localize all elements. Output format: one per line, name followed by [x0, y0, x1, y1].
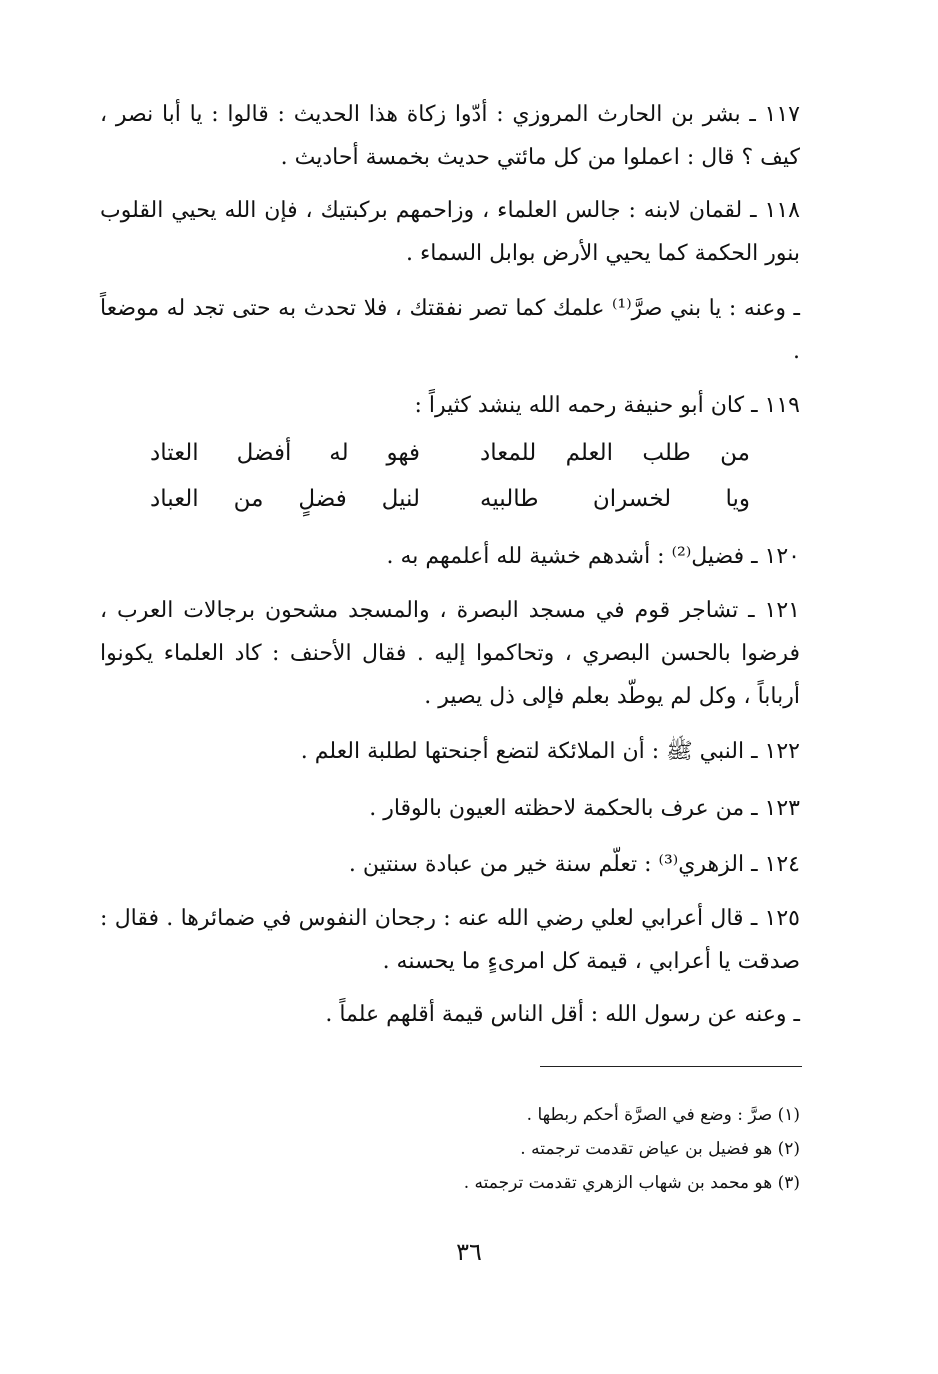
footnote-divider	[540, 1066, 802, 1067]
poem-hemistich: لنيل فضلٍ من العباد	[150, 486, 420, 512]
paragraph-124: ١٢٤ ـ الزهري⁽³⁾ : تعلّم سنة خير من عبادة سنتين .	[348, 852, 800, 877]
paragraph-125: ١٢٥ ـ قال أعرابي لعلي رضي الله عنه : رجحان النفوس في ضمائرها . فقال : صدقت يا أعرابي ، قيمة كل امرىءٍ ما يحسنه .	[100, 906, 800, 974]
poem	[150, 440, 750, 532]
footnote: (٣) هو محمد بن شهاب الزهري تقدمت ترجمته .	[463, 1173, 800, 1193]
paragraph-125-continued: ـ وعنه عن رسول الله : أقل الناس قيمة أقلهم علماً .	[325, 1002, 800, 1027]
poem-hemistich: من طلب العلم للمعاد	[480, 440, 750, 466]
footnote: (٢) هو فضيل بن عياض تقدمت ترجمته .	[520, 1139, 800, 1159]
paragraph-120: ١٢٠ ـ فضيل⁽²⁾ : أشدهم خشية لله أعلمهم به .	[386, 544, 800, 569]
paragraph-123: ١٢٣ ـ من عرف بالحكمة لاحظته العيون بالوقار .	[369, 796, 800, 821]
paragraph-117: ١١٧ ـ بشر بن الحارث المروزي : أدّوا زكاة هذا الحديث : قالوا : يا أبا نصر ، كيف ؟ قال : اعملوا من كل مائتي حديث بخمسة أحاديث .	[100, 102, 800, 170]
poem-line	[150, 440, 750, 486]
poem-hemistich: فهو له أفضل العتاد	[150, 440, 420, 466]
footnotes	[380, 1098, 800, 1200]
paragraph-118-continued: ـ وعنه : يا بني صرَّ⁽¹⁾ علمك كما تصر نفقتك ، فلا تحدث به حتى تجد له موضعاً .	[100, 296, 801, 364]
poem-hemistich: ويا لخسران طالبيه	[480, 486, 750, 512]
paragraph-121: ١٢١ ـ تشاجر قوم في مسجد البصرة ، والمسجد مشحون برجالات العرب ، فرضوا بالحسن البصري ، وتحاكموا إليه . فقال الأحنف : كاد العلماء يكونوا أرباباً ، وكل لم يوطّد بعلم فإلى ذل يصير .	[100, 598, 800, 709]
footnote: (١) صرَّ : وضع في الصرَّة أحكم ربطها .	[526, 1105, 800, 1125]
page-number: ٣٦	[456, 1238, 482, 1266]
paragraph-122: ١٢٢ ـ النبي ﷺ : أن الملائكة لتضع أجنحتها لطلبة العلم .	[300, 739, 800, 764]
poem-line	[150, 486, 750, 532]
paragraph-119: ١١٩ ـ كان أبو حنيفة رحمه الله ينشد كثيراً :	[414, 393, 800, 418]
paragraph-118: ١١٨ ـ لقمان لابنه : جالس العلماء ، وزاحمهم بركبتيك ، فإن الله يحيي القلوب بنور الحكمة كما يحيي الأرض بوابل السماء .	[100, 198, 800, 266]
